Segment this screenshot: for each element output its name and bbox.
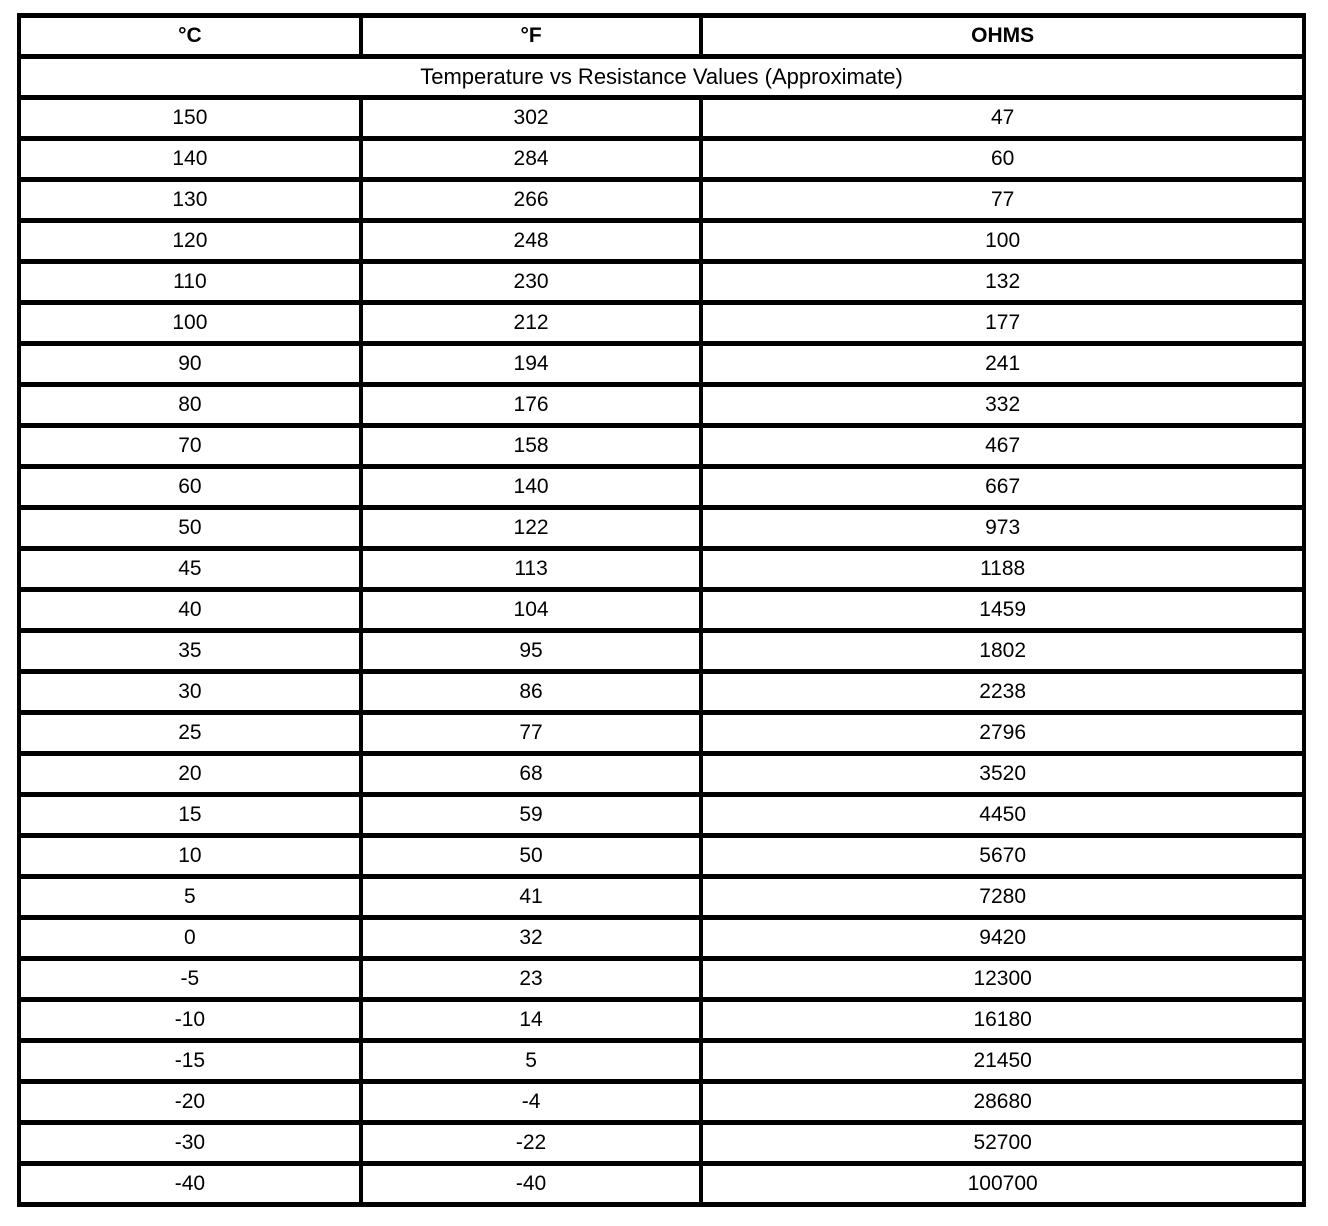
cell-celsius: 130: [19, 180, 361, 221]
cell-ohms: 16180: [701, 1000, 1304, 1041]
cell-ohms: 12300: [701, 959, 1304, 1000]
table-body: [19, 98, 1304, 1205]
table-row: [19, 1041, 1304, 1082]
cell-ohms: 4450: [701, 795, 1304, 836]
cell-celsius: -30: [19, 1123, 361, 1164]
header-row: [19, 16, 1304, 57]
cell-celsius: -20: [19, 1082, 361, 1123]
header-ohms: OHMS: [701, 16, 1304, 57]
table-row: [19, 262, 1304, 303]
cell-fahrenheit: 194: [361, 344, 702, 385]
table-row: [19, 795, 1304, 836]
table-row: [19, 303, 1304, 344]
table-row: [19, 959, 1304, 1000]
cell-celsius: 100: [19, 303, 361, 344]
table-row: [19, 508, 1304, 549]
cell-ohms: 2796: [701, 713, 1304, 754]
cell-ohms: 21450: [701, 1041, 1304, 1082]
cell-fahrenheit: -4: [361, 1082, 702, 1123]
table-row: [19, 385, 1304, 426]
table-row: [19, 918, 1304, 959]
table-row: [19, 713, 1304, 754]
cell-ohms: 2238: [701, 672, 1304, 713]
cell-celsius: 15: [19, 795, 361, 836]
cell-ohms: 3520: [701, 754, 1304, 795]
caption-row: [19, 57, 1304, 98]
cell-celsius: 10: [19, 836, 361, 877]
cell-fahrenheit: 95: [361, 631, 702, 672]
table-row: [19, 180, 1304, 221]
table-row: [19, 549, 1304, 590]
cell-ohms: 467: [701, 426, 1304, 467]
cell-fahrenheit: 50: [361, 836, 702, 877]
cell-ohms: 973: [701, 508, 1304, 549]
cell-fahrenheit: 59: [361, 795, 702, 836]
cell-celsius: 140: [19, 139, 361, 180]
cell-ohms: 177: [701, 303, 1304, 344]
cell-fahrenheit: 77: [361, 713, 702, 754]
table-row: [19, 631, 1304, 672]
cell-fahrenheit: 86: [361, 672, 702, 713]
cell-fahrenheit: 140: [361, 467, 702, 508]
table-row: [19, 426, 1304, 467]
table-caption: Temperature vs Resistance Values (Approximate): [19, 57, 1304, 98]
cell-ohms: 1188: [701, 549, 1304, 590]
cell-fahrenheit: 284: [361, 139, 702, 180]
table-row: [19, 98, 1304, 139]
table-row: [19, 1000, 1304, 1041]
cell-ohms: 7280: [701, 877, 1304, 918]
header-celsius: °C: [19, 16, 361, 57]
cell-celsius: 35: [19, 631, 361, 672]
cell-fahrenheit: 248: [361, 221, 702, 262]
cell-fahrenheit: 32: [361, 918, 702, 959]
table-row: [19, 467, 1304, 508]
cell-ohms: 332: [701, 385, 1304, 426]
cell-ohms: 60: [701, 139, 1304, 180]
temperature-resistance-table: [17, 13, 1306, 1207]
cell-fahrenheit: -40: [361, 1164, 702, 1205]
table-row: [19, 877, 1304, 918]
cell-celsius: 5: [19, 877, 361, 918]
cell-celsius: 120: [19, 221, 361, 262]
cell-celsius: 60: [19, 467, 361, 508]
table-row: [19, 754, 1304, 795]
table-row: [19, 1082, 1304, 1123]
cell-celsius: -5: [19, 959, 361, 1000]
cell-celsius: 30: [19, 672, 361, 713]
table-row: [19, 139, 1304, 180]
cell-ohms: 132: [701, 262, 1304, 303]
cell-fahrenheit: 158: [361, 426, 702, 467]
cell-fahrenheit: 23: [361, 959, 702, 1000]
cell-ohms: 100: [701, 221, 1304, 262]
cell-fahrenheit: 230: [361, 262, 702, 303]
cell-celsius: 150: [19, 98, 361, 139]
cell-celsius: 25: [19, 713, 361, 754]
cell-ohms: 667: [701, 467, 1304, 508]
header-fahrenheit: °F: [361, 16, 702, 57]
cell-celsius: -40: [19, 1164, 361, 1205]
cell-ohms: 1459: [701, 590, 1304, 631]
cell-fahrenheit: 5: [361, 1041, 702, 1082]
cell-fahrenheit: 68: [361, 754, 702, 795]
cell-fahrenheit: 113: [361, 549, 702, 590]
cell-celsius: 0: [19, 918, 361, 959]
cell-celsius: 80: [19, 385, 361, 426]
cell-celsius: -10: [19, 1000, 361, 1041]
cell-ohms: 52700: [701, 1123, 1304, 1164]
cell-ohms: 1802: [701, 631, 1304, 672]
cell-celsius: 40: [19, 590, 361, 631]
cell-fahrenheit: 122: [361, 508, 702, 549]
cell-ohms: 241: [701, 344, 1304, 385]
cell-celsius: 45: [19, 549, 361, 590]
cell-celsius: 90: [19, 344, 361, 385]
cell-ohms: 100700: [701, 1164, 1304, 1205]
cell-celsius: 50: [19, 508, 361, 549]
table-row: [19, 672, 1304, 713]
cell-fahrenheit: 41: [361, 877, 702, 918]
cell-celsius: 70: [19, 426, 361, 467]
cell-fahrenheit: 14: [361, 1000, 702, 1041]
table-row: [19, 836, 1304, 877]
table-row: [19, 590, 1304, 631]
cell-celsius: 110: [19, 262, 361, 303]
cell-ohms: 77: [701, 180, 1304, 221]
cell-fahrenheit: -22: [361, 1123, 702, 1164]
table-row: [19, 344, 1304, 385]
cell-fahrenheit: 176: [361, 385, 702, 426]
cell-fahrenheit: 212: [361, 303, 702, 344]
table-row: [19, 221, 1304, 262]
cell-ohms: 28680: [701, 1082, 1304, 1123]
cell-ohms: 9420: [701, 918, 1304, 959]
cell-celsius: 20: [19, 754, 361, 795]
cell-ohms: 47: [701, 98, 1304, 139]
cell-fahrenheit: 302: [361, 98, 702, 139]
cell-fahrenheit: 104: [361, 590, 702, 631]
cell-celsius: -15: [19, 1041, 361, 1082]
cell-ohms: 5670: [701, 836, 1304, 877]
table-row: [19, 1123, 1304, 1164]
cell-fahrenheit: 266: [361, 180, 702, 221]
table-row: [19, 1164, 1304, 1205]
